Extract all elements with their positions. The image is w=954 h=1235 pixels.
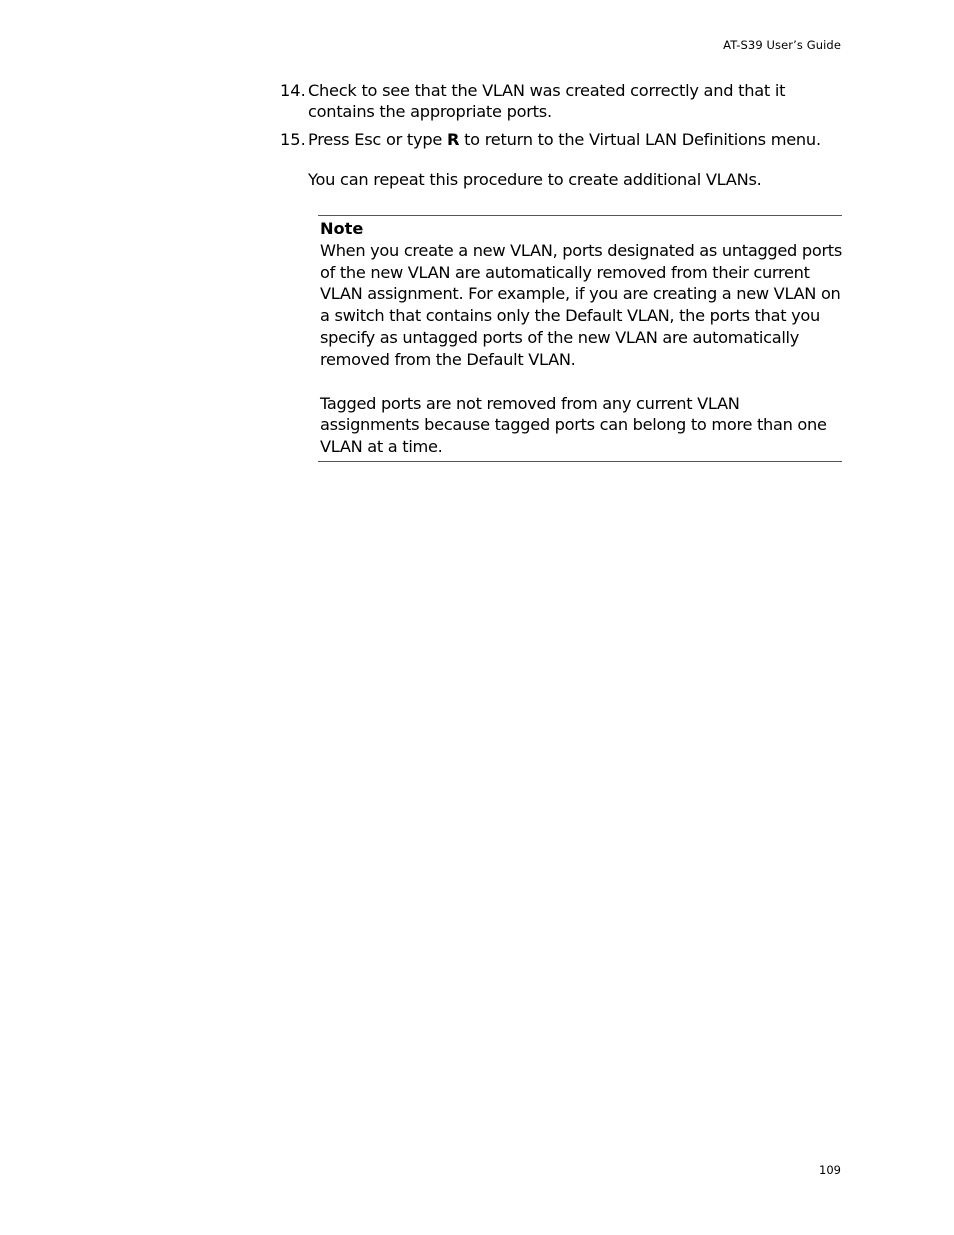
step-text-after: to return to the Virtual LAN Definitions menu.	[459, 130, 821, 149]
key-label: R	[446, 130, 460, 149]
note-box	[318, 215, 842, 462]
follow-paragraph: You can repeat this procedure to create additional VLANs.	[308, 170, 762, 189]
running-header: AT-S39 User’s Guide	[723, 38, 841, 52]
step-text-before: Press Esc or type	[308, 130, 447, 149]
note-title: Note	[320, 219, 364, 238]
step-text: Check to see that the VLAN was created correctly and that it contains the appropriate ports.	[308, 81, 786, 121]
step-number: 15.	[280, 130, 306, 149]
step-14	[280, 80, 842, 122]
page-number: 109	[819, 1163, 841, 1177]
step-text	[308, 129, 842, 150]
procedure-steps	[280, 80, 842, 190]
step-number: 14.	[280, 81, 306, 100]
note-spacer	[320, 371, 842, 393]
step-15	[280, 129, 842, 150]
note-paragraph-1: When you create a new VLAN, ports designated as untagged ports of the new VLAN are automatically removed from their current VLAN assignment. For example, if you are creating a new VLAN on a switch that contains only the Default VLAN, the ports that you specify as untagged ports of the new VLAN are automatically removed from the Default VLAN.	[320, 240, 842, 369]
note-paragraph-2: Tagged ports are not removed from any current VLAN assignments because tagged ports can belong to more than one VLAN at a time.	[320, 393, 827, 457]
